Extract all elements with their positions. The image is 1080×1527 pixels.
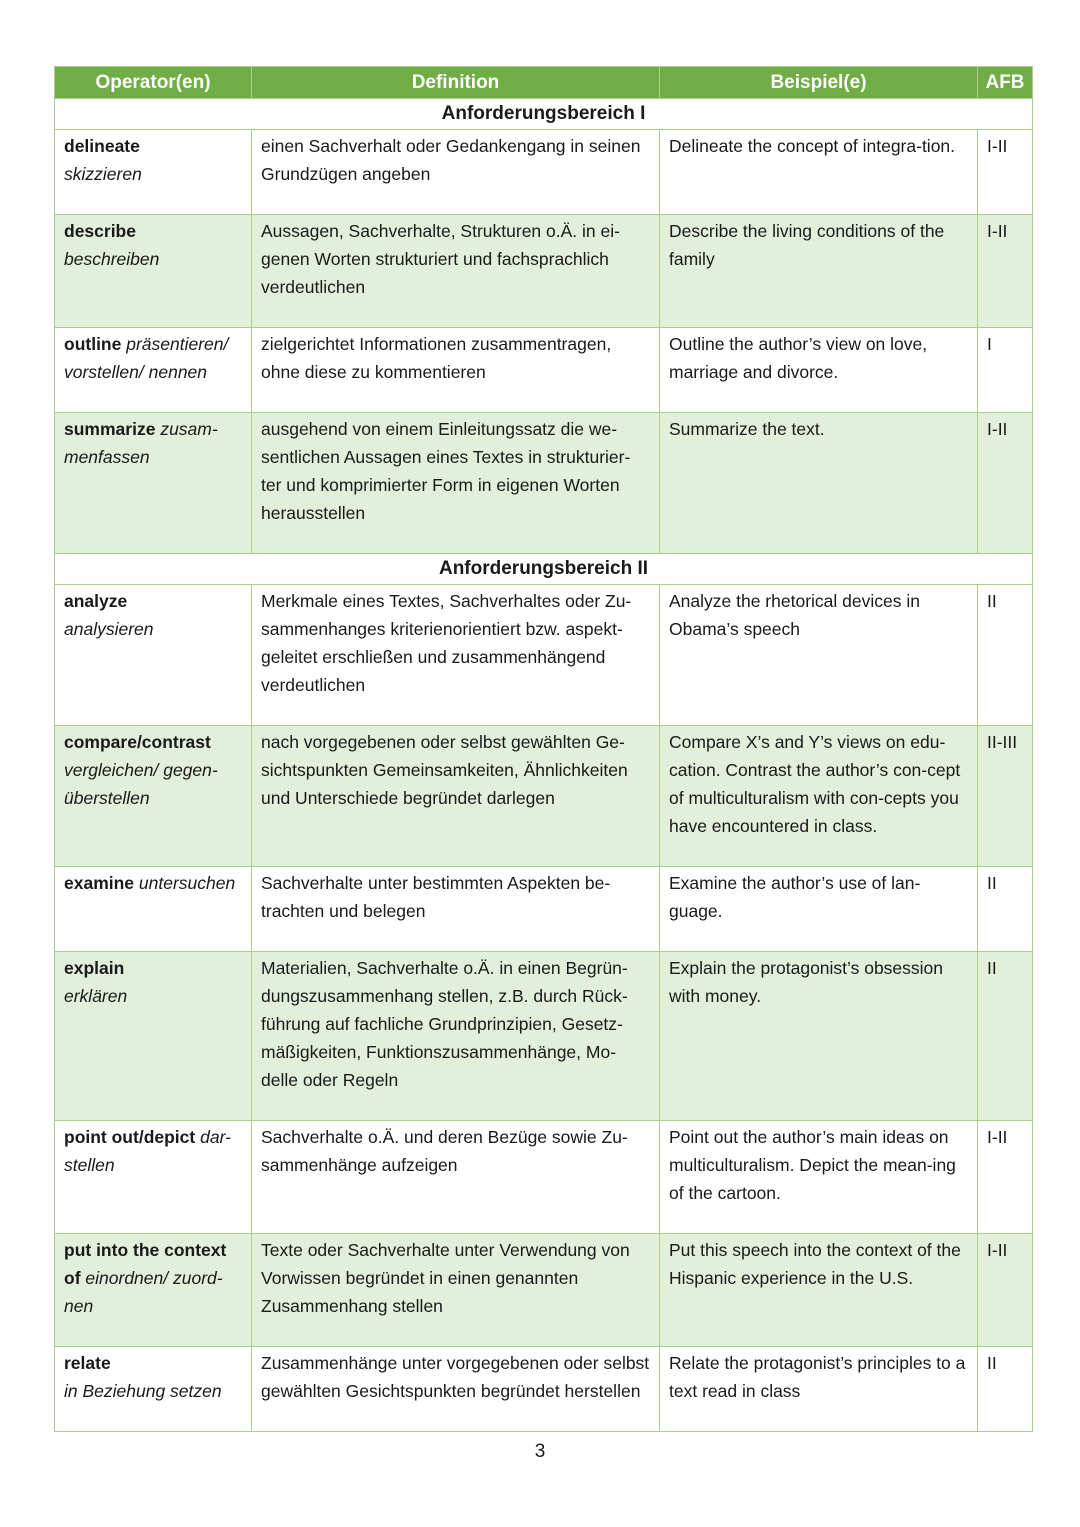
table-row [55, 952, 1033, 1121]
definition-cell: Zusammenhänge unter vorgegebenen oder selbst gewählten Gesichtspunkten begründet herstellen [252, 1347, 660, 1432]
operator-cell [55, 1234, 252, 1347]
table-row [55, 867, 1033, 952]
operator-cell [55, 1121, 252, 1234]
operator-cell [55, 215, 252, 328]
example-cell: Compare X’s and Y’s views on edu-cation. Contrast the author’s con-cept of multiculturalism with con-cepts you have encountered in class. [660, 726, 978, 867]
afb-cell: II [978, 867, 1033, 952]
operator-cell [55, 867, 252, 952]
header-definition: Definition [252, 67, 660, 99]
example-cell: Analyze the rhetorical devices in Obama’s speech [660, 585, 978, 726]
table-row [55, 585, 1033, 726]
operator-cell [55, 585, 252, 726]
operator-english: point out/depict [64, 1127, 196, 1147]
table-row [55, 726, 1033, 867]
afb-cell: I-II [978, 1121, 1033, 1234]
example-cell: Put this speech into the context of the Hispanic experience in the U.S. [660, 1234, 978, 1347]
header-afb: AFB [978, 67, 1033, 99]
definition-cell: nach vorgegebenen oder selbst gewählten Ge-sichtspunkten Gemeinsamkeiten, Ähnlichkeiten und Unterschiede begründet darlegen [252, 726, 660, 867]
afb-cell: I-II [978, 130, 1033, 215]
operator-cell [55, 726, 252, 867]
operator-german: erklären [64, 986, 128, 1006]
example-cell: Outline the author’s view on love, marriage and divorce. [660, 328, 978, 413]
definition-cell: Sachverhalte o.Ä. und deren Bezüge sowie Zu-sammenhänge aufzeigen [252, 1121, 660, 1234]
section-title: Anforderungsbereich II [55, 554, 1033, 585]
example-cell: Point out the author’s main ideas on multiculturalism. Depict the mean-ing of the cartoon. [660, 1121, 978, 1234]
definition-cell: Merkmale eines Textes, Sachverhaltes oder Zu-sammenhanges kriterienorientiert bzw. aspekt-geleitet erschließen und zusammenhängend verdeutlichen [252, 585, 660, 726]
table-row [55, 1347, 1033, 1432]
operator-table [54, 66, 1033, 1432]
afb-cell: II [978, 952, 1033, 1121]
operator-english: delineate [64, 136, 140, 156]
section-title: Anforderungsbereich I [55, 99, 1033, 130]
header-example: Beispiel(e) [660, 67, 978, 99]
example-cell: Explain the protagonist’s obsession with money. [660, 952, 978, 1121]
table-row [55, 413, 1033, 554]
table-header-row [55, 67, 1033, 99]
table-row [55, 1121, 1033, 1234]
operator-cell [55, 1347, 252, 1432]
example-cell: Delineate the concept of integra-tion. [660, 130, 978, 215]
example-cell: Summarize the text. [660, 413, 978, 554]
example-cell: Examine the author’s use of lan-guage. [660, 867, 978, 952]
table-row [55, 1234, 1033, 1347]
afb-cell: II [978, 585, 1033, 726]
afb-cell: II-III [978, 726, 1033, 867]
definition-cell: ausgehend von einem Einleitungssatz die we-sentlichen Aussagen eines Textes in strukturier-ter und komprimierter Form in eigenen Worten herausstellen [252, 413, 660, 554]
table-row [55, 130, 1033, 215]
section-header-row [55, 99, 1033, 130]
operator-german: einordnen/ zuord-nen [64, 1268, 223, 1316]
operator-english: examine [64, 873, 135, 893]
afb-cell: I-II [978, 1234, 1033, 1347]
operator-german: beschreiben [64, 249, 160, 269]
table-row [55, 215, 1033, 328]
operator-english: outline [64, 334, 122, 354]
operator-german: zusam-menfassen [64, 419, 218, 467]
table-row [55, 328, 1033, 413]
definition-cell: Texte oder Sachverhalte unter Verwendung von Vorwissen begründet in einen genannten Zusammenhang stellen [252, 1234, 660, 1347]
table-body [55, 99, 1033, 1432]
operator-cell [55, 130, 252, 215]
definition-cell: Aussagen, Sachverhalte, Strukturen o.Ä. in ei-genen Worten strukturiert und fachsprachlich verdeutlichen [252, 215, 660, 328]
operator-german: untersuchen [138, 873, 236, 893]
operator-english: analyze [64, 591, 128, 611]
operator-english: describe [64, 221, 136, 241]
definition-cell: Sachverhalte unter bestimmten Aspekten be-trachten und belegen [252, 867, 660, 952]
operator-english: put into the context of [64, 1240, 227, 1288]
operator-english: compare/contrast [64, 732, 211, 752]
header-operator: Operator(en) [55, 67, 252, 99]
operator-cell [55, 413, 252, 554]
operator-english: explain [64, 958, 125, 978]
operator-german: analysieren [64, 619, 154, 639]
example-cell: Relate the protagonist’s principles to a text read in class [660, 1347, 978, 1432]
afb-cell: I-II [978, 215, 1033, 328]
operator-german: vergleichen/ gegen-überstellen [64, 760, 218, 808]
operator-cell [55, 328, 252, 413]
operator-english: relate [64, 1353, 111, 1373]
operator-german: skizzieren [64, 164, 142, 184]
definition-cell: Materialien, Sachverhalte o.Ä. in einen Begrün-dungszusammenhang stellen, z.B. durch Rück-führung auf fachliche Grundprinzipien, Gesetz-mäßigkeiten, Funktionszusammenhänge, Mo-delle oder Regeln [252, 952, 660, 1121]
definition-cell: einen Sachverhalt oder Gedankengang in seinen Grundzügen angeben [252, 130, 660, 215]
afb-cell: I [978, 328, 1033, 413]
definition-cell: zielgerichtet Informationen zusammentragen, ohne diese zu kommentieren [252, 328, 660, 413]
page-number: 3 [534, 1441, 546, 1462]
operator-german: präsentieren/ vorstellen/ nennen [64, 334, 229, 382]
operator-german: in Beziehung setzen [64, 1381, 222, 1401]
operator-english: summarize [64, 419, 156, 439]
afb-cell: I-II [978, 413, 1033, 554]
operator-german: dar-stellen [64, 1127, 231, 1175]
example-cell: Describe the living conditions of the family [660, 215, 978, 328]
operator-cell [55, 952, 252, 1121]
afb-cell: II [978, 1347, 1033, 1432]
section-header-row [55, 554, 1033, 585]
